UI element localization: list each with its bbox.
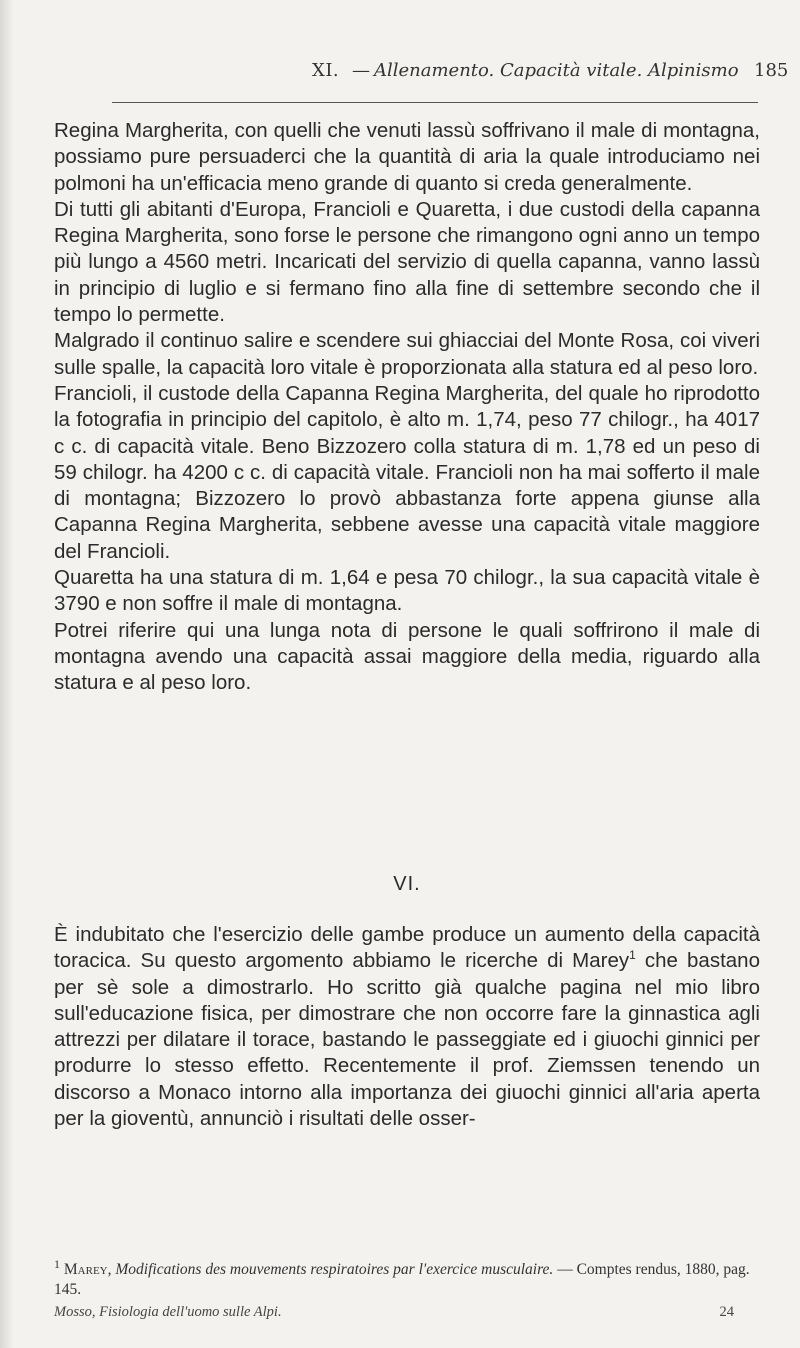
paragraph (54, 922, 760, 1132)
signature-text: Mosso, Fisiologia dell'uomo sulle Alpi. (54, 1304, 282, 1320)
signature-number: 24 (719, 1304, 734, 1320)
printer-signature (54, 1304, 734, 1321)
page-gutter-shadow (0, 0, 14, 1348)
footnote-number: 1 (54, 1256, 60, 1271)
header-rule (112, 102, 758, 103)
footnote-citation: — Comptes rendus, 1880, pag. 145. (54, 1261, 750, 1298)
paragraph: Di tutti gli abitanti d'Europa, Francioli e Quaretta, i due custodi della capanna Regina Margherita, sono forse le persone che rimangono ogni anno un tempo più lungo a 4560 metri. Incaricati del servizio di quella capanna, vanno lassù in principio di luglio e si fermano fino alla fine di settembre secondo che il tempo lo permette. (54, 197, 760, 327)
section-heading: VI. (393, 873, 421, 895)
paragraph: Regina Margherita, con quelli che venuti lassù soffrivano il male di montagna, possiamo pure persuaderci che la quantità di aria la quale introduciamo nei polmoni ha un'efficacia meno grande di quanto si creda generalmente. (54, 119, 760, 195)
page-number: 185 (754, 60, 789, 81)
running-head (56, 60, 789, 90)
footnote-author: Marey, (63, 1261, 112, 1278)
paragraph: Quaretta ha una statura di m. 1,64 e pesa 70 chilogr., la sua capacità vitale è 3790 e non soffre il male di montagna. (54, 566, 760, 616)
paragraph-end: che bastano per sè sole a dimostrarlo. Ho scritto già qualche pagina nel mio libro sull'educazione fisica, per dimostrare che non occorre fare la ginnastica agli attrezzi per dilatare il torace, bastando le passeggiate ed i giuochi ginnici per produrre lo stesso effetto. Recentemente il prof. Ziemssen tenendo un discorso a Monaco intorno alla importanza dei giuochi ginnici all'aria aperta per la gioventù, annunciò i risultati delle osser- (54, 949, 760, 1131)
section-text (54, 922, 760, 1132)
footnote (54, 1256, 760, 1300)
running-title: Allenamento. Capacità vitale. Alpinismo (374, 60, 739, 81)
chapter-number: XI. (312, 60, 340, 81)
footnote-title: Modifications des mouvements respiratoires par l'exercice musculaire. (115, 1261, 554, 1278)
paragraph: Francioli, il custode della Capanna Regina Margherita, del quale ho riprodotto la fotografia in principio del capitolo, è alto m. 1,74, peso 77 chilogr., ha 4017 c c. di capacità vitale. Beno Bizzozero colla statura di m. 1,78 ed un peso di 59 chilogr. ha 4200 c c. di capacità vitale. Francioli non ha mai sofferto il male di montagna; Bizzozero lo provò abbastanza forte appena giunse alla Capanna Regina Margherita, sebbene avesse una capacità vitale maggiore del Francioli. (54, 381, 760, 563)
paragraph: Malgrado il continuo salire e scendere sui ghiacciai del Monte Rosa, coi viveri sulle spalle, la capacità loro vitale è proporzionata alla statura ed al peso loro. (54, 329, 760, 379)
main-text (54, 118, 760, 697)
paragraph-start: È indubitato che l'esercizio delle gambe produce un aumento della capacità toracica. Su questo argomento abbiamo le ricerche di Marey (54, 923, 760, 973)
header-separator: — (352, 60, 370, 81)
footnote-reference: 1 (629, 948, 636, 963)
paragraph: Potrei riferire qui una lunga nota di persone le quali soffrirono il male di montagna avendo una capacità assai maggiore della media, riguardo alla statura e al peso loro. (54, 618, 760, 695)
